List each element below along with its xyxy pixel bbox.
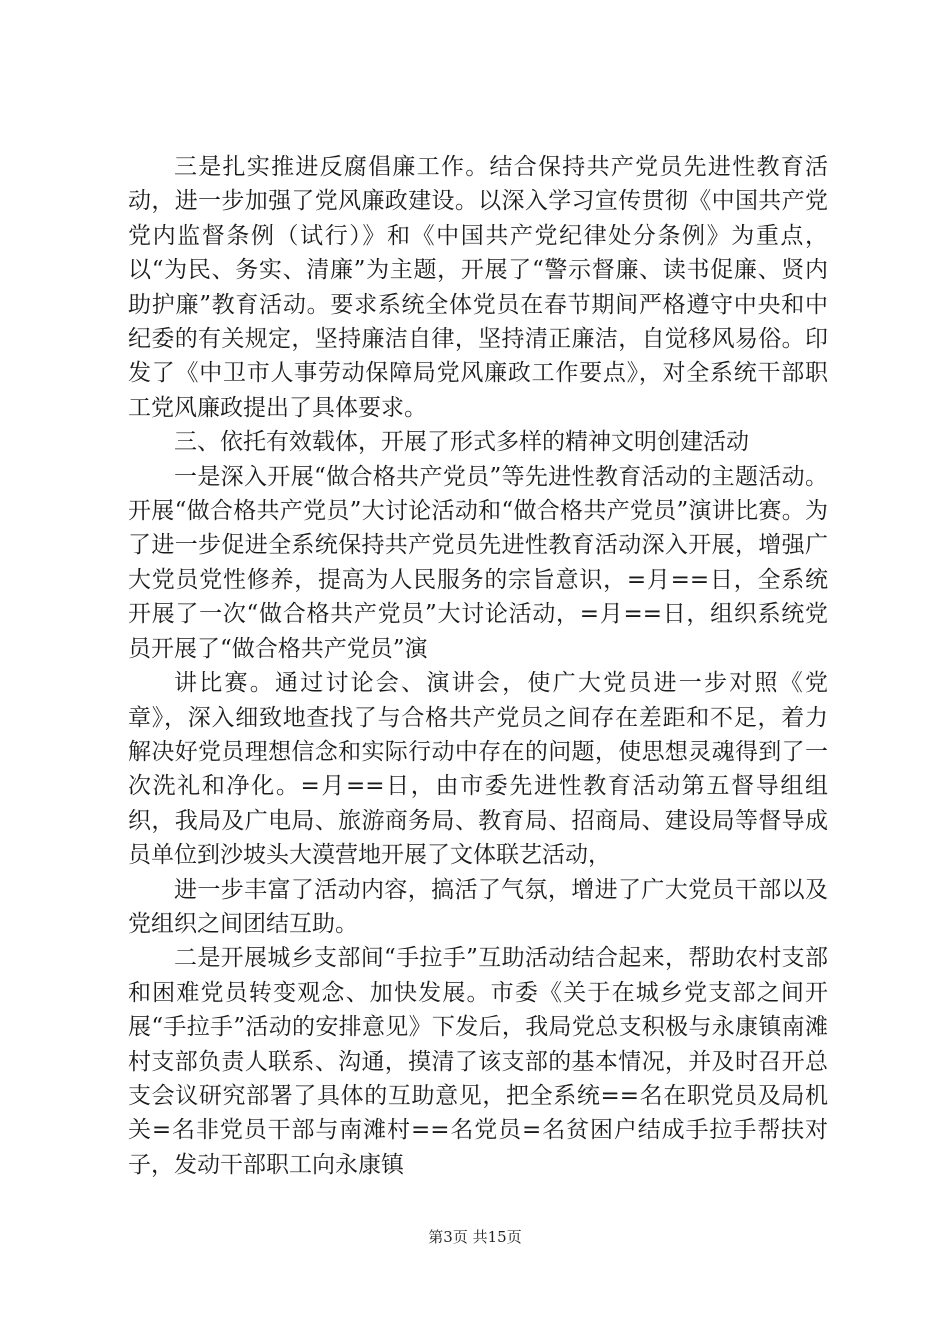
section-heading-3: 三、依托有效载体，开展了形式多样的精神文明创建活动	[174, 429, 749, 456]
paragraph-anti-corruption: 三是扎实推进反腐倡廉工作。结合保持共产党员先进性教育活动，进一步加强了党风廉政建设。以深入学习宣传贯彻《中国共产党党内监督条例（试行）》和《中国共产党纪律处分条例》为重点，以“为民、务实、清廉”为主题，开展了“警示督廉、读书促廉、贤内助护廉”教育活动。要求系统全体党员在春节期间严格遵守中央和中纪委的有关规定，坚持廉洁自律，坚持清正廉洁，自觉移风易俗。印发了《中卫市人事劳动保障局党风廉政工作要点》，对全系统干部职工党风廉政提出了具体要求。	[128, 154, 828, 421]
page-number-footer: 第3页 共15页	[428, 1228, 522, 1246]
paragraph-education-activity: 一是深入开展“做合格共产党员”等先进性教育活动的主题活动。开展“做合格共产党员”大讨论活动和“做合格共产党员”演讲比赛。为了进一步促进全系统保持共产党员先进性教育活动深入开展，增强广大党员党性修养，提高为人民服务的宗旨意识，=月==日，全系统开展了一次“做合格共产党员”大讨论活动，=月==日，组织系统党员开展了“做合格共产党员”演	[128, 463, 828, 662]
paragraph-hand-in-hand: 二是开展城乡支部间“手拉手”互助活动结合起来，帮助农村支部和困难党员转变观念、加快发展。市委《关于在城乡党支部之间开展“手拉手”活动的安排意见》下发后，我局党总支积极与永康镇南滩村支部负责人联系、沟通，摸清了该支部的基本情况，并及时召开总支会议研究部署了具体的互助意见，把全系统==名在职党员及局机关=名非党员干部与南滩村==名党员=名贫困户结成手拉手帮扶对子，发动干部职工向永康镇	[128, 945, 828, 1178]
paragraph-speech-contest: 讲比赛。通过讨论会、演讲会，使广大党员进一步对照《党章》，深入细致地查找了与合格共产党员之间存在差距和不足，着力解决好党员理想信念和实际行动中存在的问题，使思想灵魂得到了一次洗礼和净化。=月==日，由市委先进性教育活动第五督导组组织，我局及广电局、旅游商务局、教育局、招商局、建设局等督导成员单位到沙坡头大漠营地开展了文体联艺活动，	[128, 670, 828, 869]
document-body	[128, 150, 828, 1182]
paragraph-enrich-activity: 进一步丰富了活动内容，搞活了气氛，增进了广大党员干部以及党组织之间团结互助。	[128, 876, 828, 937]
